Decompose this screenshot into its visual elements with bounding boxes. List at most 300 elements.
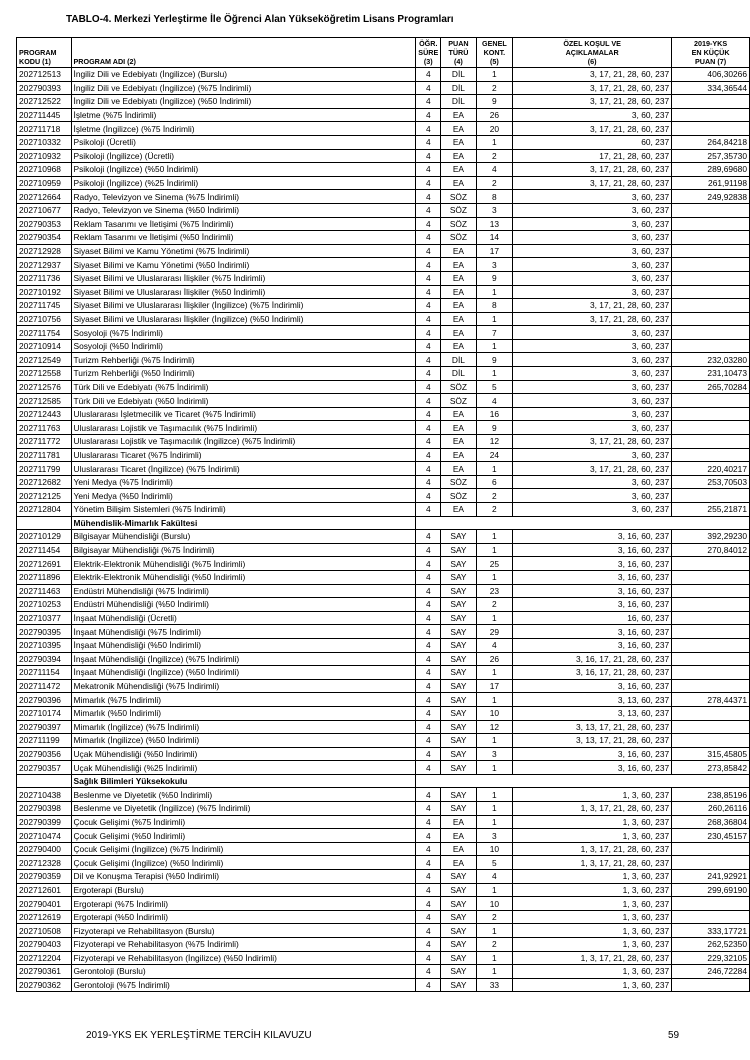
min-score-cell: 230,45157 xyxy=(672,829,750,843)
table-row xyxy=(17,883,750,897)
quota-cell: 1 xyxy=(476,285,513,299)
conditions-cell: 3, 16, 60, 237 xyxy=(513,747,672,761)
duration-cell: 4 xyxy=(416,339,441,353)
min-score-cell: 253,70503 xyxy=(672,475,750,489)
program-name-cell: Uluslararası Lojistik ve Taşımacılık (İngilizce) (%75 İndirimli) xyxy=(71,435,416,449)
conditions-cell: 3, 60, 237 xyxy=(513,203,672,217)
min-score-cell xyxy=(672,122,750,136)
score-type-cell: DİL xyxy=(441,353,476,367)
program-code-cell: 202712204 xyxy=(17,951,72,965)
quota-cell: 1 xyxy=(476,924,513,938)
score-type-cell: SAY xyxy=(441,530,476,544)
quota-cell: 13 xyxy=(476,217,513,231)
min-score-cell xyxy=(672,842,750,856)
program-code-cell: 202710677 xyxy=(17,203,72,217)
score-type-cell: SAY xyxy=(441,543,476,557)
min-score-cell xyxy=(672,978,750,992)
section-empty-cell xyxy=(416,774,750,788)
min-score-cell: 238,85196 xyxy=(672,788,750,802)
program-name-cell: Uluslararası Ticaret (İngilizce) (%75 İndirimli) xyxy=(71,462,416,476)
program-code-cell: 202790354 xyxy=(17,231,72,245)
duration-cell: 4 xyxy=(416,883,441,897)
program-name-cell: İngiliz Dili ve Edebiyatı (İngilizce) (%50 İndirimli) xyxy=(71,95,416,109)
conditions-cell: 3, 60, 237 xyxy=(513,407,672,421)
table-row xyxy=(17,706,750,720)
duration-cell: 4 xyxy=(416,108,441,122)
duration-cell: 4 xyxy=(416,815,441,829)
program-code-cell: 202712928 xyxy=(17,244,72,258)
min-score-cell xyxy=(672,203,750,217)
program-code-cell: 202711772 xyxy=(17,435,72,449)
score-type-cell: EA xyxy=(441,435,476,449)
duration-cell: 4 xyxy=(416,598,441,612)
min-score-cell xyxy=(672,421,750,435)
conditions-cell: 3, 13, 17, 21, 28, 60, 237 xyxy=(513,720,672,734)
conditions-cell: 3, 13, 60, 237 xyxy=(513,706,672,720)
program-name-cell: Sosyoloji (%50 İndirimli) xyxy=(71,339,416,353)
table-row xyxy=(17,435,750,449)
conditions-cell: 3, 16, 60, 237 xyxy=(513,543,672,557)
table-row xyxy=(17,978,750,992)
duration-cell: 4 xyxy=(416,543,441,557)
quota-cell: 8 xyxy=(476,190,513,204)
program-name-cell: Psikoloji (Ücretli) xyxy=(71,135,416,149)
duration-cell: 4 xyxy=(416,625,441,639)
table-row xyxy=(17,584,750,598)
score-type-cell: SÖZ xyxy=(441,190,476,204)
program-name-cell: Çocuk Gelişimi (İngilizce) (%75 İndirimli) xyxy=(71,842,416,856)
duration-cell: 4 xyxy=(416,870,441,884)
program-code-cell: 202790362 xyxy=(17,978,72,992)
conditions-cell: 3, 60, 237 xyxy=(513,258,672,272)
program-name-cell: Reklam Tasarımı ve İletişimi (%75 İndirimli) xyxy=(71,217,416,231)
quota-cell: 1 xyxy=(476,693,513,707)
table-row xyxy=(17,543,750,557)
program-name-cell: Mimarlık (%75 İndirimli) xyxy=(71,693,416,707)
program-name-cell: Siyaset Bilimi ve Kamu Yönetimi (%50 İndirimli) xyxy=(71,258,416,272)
score-type-cell: SAY xyxy=(441,693,476,707)
header-min-score: 2019-YKS EN KÜÇÜK PUAN (7) xyxy=(672,38,750,68)
table-row xyxy=(17,217,750,231)
score-type-cell: EA xyxy=(441,135,476,149)
duration-cell: 4 xyxy=(416,897,441,911)
table-row xyxy=(17,965,750,979)
program-name-cell: Fizyoterapi ve Rehabilitasyon (%75 İndirimli) xyxy=(71,938,416,952)
duration-cell: 4 xyxy=(416,326,441,340)
program-name-cell: İnşaat Mühendisliği (%50 İndirimli) xyxy=(71,638,416,652)
program-code-cell: 202790400 xyxy=(17,842,72,856)
score-type-cell: SAY xyxy=(441,557,476,571)
conditions-cell: 3, 16, 60, 237 xyxy=(513,598,672,612)
program-code-cell: 202710932 xyxy=(17,149,72,163)
table-row xyxy=(17,462,750,476)
table-row xyxy=(17,367,750,381)
score-type-cell: EA xyxy=(441,122,476,136)
score-type-cell: EA xyxy=(441,503,476,517)
table-row xyxy=(17,530,750,544)
quota-cell: 1 xyxy=(476,965,513,979)
score-type-cell: EA xyxy=(441,299,476,313)
table-row xyxy=(17,720,750,734)
program-name-cell: Elektrik-Elektronik Mühendisliği (%75 İndirimli) xyxy=(71,557,416,571)
duration-cell: 4 xyxy=(416,231,441,245)
conditions-cell: 3, 16, 60, 237 xyxy=(513,557,672,571)
table-row xyxy=(17,203,750,217)
program-name-cell: Uçak Mühendisliği (%25 İndirimli) xyxy=(71,761,416,775)
quota-cell: 1 xyxy=(476,802,513,816)
duration-cell: 4 xyxy=(416,965,441,979)
program-name-cell: Elektrik-Elektronik Mühendisliği (%50 İndirimli) xyxy=(71,570,416,584)
score-type-cell: SÖZ xyxy=(441,231,476,245)
min-score-cell: 229,32105 xyxy=(672,951,750,965)
score-type-cell: SÖZ xyxy=(441,217,476,231)
quota-cell: 1 xyxy=(476,570,513,584)
duration-cell: 4 xyxy=(416,149,441,163)
program-code-cell: 202790398 xyxy=(17,802,72,816)
duration-cell: 4 xyxy=(416,95,441,109)
min-score-cell xyxy=(672,312,750,326)
score-type-cell: EA xyxy=(441,856,476,870)
table-row xyxy=(17,625,750,639)
conditions-cell: 3, 60, 237 xyxy=(513,339,672,353)
quota-cell: 4 xyxy=(476,394,513,408)
min-score-cell: 264,84218 xyxy=(672,135,750,149)
min-score-cell: 249,92838 xyxy=(672,190,750,204)
program-name-cell: Endüstri Mühendisliği (%75 İndirimli) xyxy=(71,584,416,598)
min-score-cell: 220,40217 xyxy=(672,462,750,476)
score-type-cell: EA xyxy=(441,842,476,856)
min-score-cell xyxy=(672,435,750,449)
program-name-cell: Mekatronik Mühendisliği (%75 İndirimli) xyxy=(71,679,416,693)
score-type-cell: EA xyxy=(441,176,476,190)
table-row xyxy=(17,475,750,489)
conditions-cell: 3, 60, 237 xyxy=(513,217,672,231)
program-code-cell: 202711199 xyxy=(17,734,72,748)
table-row xyxy=(17,679,750,693)
program-code-cell: 202712585 xyxy=(17,394,72,408)
table-row xyxy=(17,666,750,680)
score-type-cell: SAY xyxy=(441,734,476,748)
program-name-cell: Bilgisayar Mühendisliği (Burslu) xyxy=(71,530,416,544)
program-name-cell: Reklam Tasarımı ve İletişimi (%50 İndirimli) xyxy=(71,231,416,245)
conditions-cell: 3, 60, 237 xyxy=(513,244,672,258)
quota-cell: 5 xyxy=(476,380,513,394)
table-row xyxy=(17,326,750,340)
duration-cell: 4 xyxy=(416,570,441,584)
conditions-cell: 3, 16, 60, 237 xyxy=(513,638,672,652)
conditions-cell: 16, 60, 237 xyxy=(513,611,672,625)
quota-cell: 2 xyxy=(476,149,513,163)
min-score-cell xyxy=(672,489,750,503)
section-title: Mühendislik-Mimarlık Fakültesi xyxy=(71,516,416,530)
quota-cell: 9 xyxy=(476,95,513,109)
program-name-cell: Turizm Rehberliği (%50 İndirimli) xyxy=(71,367,416,381)
program-name-cell: Mimarlık (İngilizce) (%50 İndirimli) xyxy=(71,734,416,748)
duration-cell: 4 xyxy=(416,271,441,285)
min-score-cell xyxy=(672,448,750,462)
program-code-cell: 202711154 xyxy=(17,666,72,680)
score-type-cell: SAY xyxy=(441,924,476,938)
program-name-cell: Siyaset Bilimi ve Uluslararası İlişkiler (İngilizce) (%50 İndirimli) xyxy=(71,312,416,326)
program-code-cell: 202711896 xyxy=(17,570,72,584)
table-row xyxy=(17,122,750,136)
table-row xyxy=(17,339,750,353)
min-score-cell xyxy=(672,339,750,353)
program-code-cell: 202710129 xyxy=(17,530,72,544)
header-score-type: PUAN TÜRÜ (4) xyxy=(441,38,476,68)
min-score-cell xyxy=(672,666,750,680)
table-row xyxy=(17,108,750,122)
score-type-cell: SAY xyxy=(441,897,476,911)
program-name-cell: İngiliz Dili ve Edebiyatı (İngilizce) (%75 İndirimli) xyxy=(71,81,416,95)
quota-cell: 17 xyxy=(476,244,513,258)
min-score-cell xyxy=(672,679,750,693)
score-type-cell: EA xyxy=(441,448,476,462)
conditions-cell: 1, 3, 17, 21, 28, 60, 237 xyxy=(513,856,672,870)
conditions-cell: 3, 17, 21, 28, 60, 237 xyxy=(513,462,672,476)
program-code-cell: 202710332 xyxy=(17,135,72,149)
min-score-cell xyxy=(672,95,750,109)
quota-cell: 29 xyxy=(476,625,513,639)
program-code-cell: 202790401 xyxy=(17,897,72,911)
min-score-cell: 261,91198 xyxy=(672,176,750,190)
program-name-cell: Çocuk Gelişimi (İngilizce) (%50 İndirimli) xyxy=(71,856,416,870)
min-score-cell xyxy=(672,299,750,313)
conditions-cell: 3, 17, 21, 28, 60, 237 xyxy=(513,176,672,190)
min-score-cell: 268,36804 xyxy=(672,815,750,829)
program-name-cell: Ergoterapi (%50 İndirimli) xyxy=(71,910,416,924)
program-name-cell: Bilgisayar Mühendisliği (%75 İndirimli) xyxy=(71,543,416,557)
quota-cell: 1 xyxy=(476,761,513,775)
program-code-cell: 202710968 xyxy=(17,163,72,177)
program-code-cell: 202710377 xyxy=(17,611,72,625)
duration-cell: 4 xyxy=(416,924,441,938)
duration-cell: 4 xyxy=(416,448,441,462)
score-type-cell: SAY xyxy=(441,706,476,720)
quota-cell: 24 xyxy=(476,448,513,462)
min-score-cell xyxy=(672,326,750,340)
conditions-cell: 3, 17, 21, 28, 60, 237 xyxy=(513,299,672,313)
program-name-cell: Siyaset Bilimi ve Uluslararası İlişkiler (%50 İndirimli) xyxy=(71,285,416,299)
conditions-cell: 3, 13, 60, 237 xyxy=(513,693,672,707)
program-code-cell: 202712937 xyxy=(17,258,72,272)
conditions-cell: 1, 3, 60, 237 xyxy=(513,897,672,911)
min-score-cell xyxy=(672,231,750,245)
table-row xyxy=(17,380,750,394)
table-row xyxy=(17,421,750,435)
min-score-cell xyxy=(672,258,750,272)
program-name-cell: Radyo, Televizyon ve Sinema (%75 İndirimli) xyxy=(71,190,416,204)
program-code-cell: 202790357 xyxy=(17,761,72,775)
quota-cell: 17 xyxy=(476,679,513,693)
min-score-cell: 392,29230 xyxy=(672,530,750,544)
conditions-cell: 3, 16, 17, 21, 28, 60, 237 xyxy=(513,666,672,680)
program-name-cell: Ergoterapi (%75 İndirimli) xyxy=(71,897,416,911)
quota-cell: 2 xyxy=(476,910,513,924)
score-type-cell: EA xyxy=(441,326,476,340)
program-name-cell: İnşaat Mühendisliği (Ücretli) xyxy=(71,611,416,625)
conditions-cell: 1, 3, 60, 237 xyxy=(513,938,672,952)
min-score-cell xyxy=(672,611,750,625)
program-code-cell: 202710174 xyxy=(17,706,72,720)
duration-cell: 4 xyxy=(416,734,441,748)
quota-cell: 1 xyxy=(476,611,513,625)
score-type-cell: EA xyxy=(441,258,476,272)
quota-cell: 2 xyxy=(476,81,513,95)
score-type-cell: EA xyxy=(441,421,476,435)
program-name-cell: Uluslararası Lojistik ve Taşımacılık (%75 İndirimli) xyxy=(71,421,416,435)
quota-cell: 10 xyxy=(476,897,513,911)
program-name-cell: Sosyoloji (%75 İndirimli) xyxy=(71,326,416,340)
score-type-cell: SAY xyxy=(441,652,476,666)
table-row xyxy=(17,856,750,870)
program-code-cell: 202712558 xyxy=(17,367,72,381)
program-code-cell: 202712443 xyxy=(17,407,72,421)
table-row xyxy=(17,81,750,95)
table-row xyxy=(17,611,750,625)
table-row xyxy=(17,503,750,517)
quota-cell: 3 xyxy=(476,747,513,761)
conditions-cell: 1, 3, 60, 237 xyxy=(513,965,672,979)
program-name-cell: Türk Dili ve Edebiyatı (%75 İndirimli) xyxy=(71,380,416,394)
quota-cell: 2 xyxy=(476,176,513,190)
program-name-cell: Yeni Medya (%75 İndirimli) xyxy=(71,475,416,489)
footer-guide-title: 2019-YKS EK YERLEŞTİRME TERCİH KILAVUZU xyxy=(86,1030,312,1041)
section-empty-cell xyxy=(17,516,72,530)
score-type-cell: SAY xyxy=(441,761,476,775)
table-row xyxy=(17,788,750,802)
program-name-cell: Türk Dili ve Edebiyatı (%50 İndirimli) xyxy=(71,394,416,408)
conditions-cell: 3, 60, 237 xyxy=(513,489,672,503)
table-row xyxy=(17,761,750,775)
quota-cell: 1 xyxy=(476,530,513,544)
program-name-cell: Psikoloji (İngilizce) (Ücretli) xyxy=(71,149,416,163)
program-code-cell: 202790359 xyxy=(17,870,72,884)
duration-cell: 4 xyxy=(416,530,441,544)
min-score-cell: 333,17721 xyxy=(672,924,750,938)
score-type-cell: DİL xyxy=(441,81,476,95)
table-row xyxy=(17,448,750,462)
quota-cell: 9 xyxy=(476,421,513,435)
min-score-cell xyxy=(672,271,750,285)
conditions-cell: 3, 60, 237 xyxy=(513,475,672,489)
duration-cell: 4 xyxy=(416,380,441,394)
score-type-cell: SAY xyxy=(441,598,476,612)
quota-cell: 9 xyxy=(476,271,513,285)
duration-cell: 4 xyxy=(416,285,441,299)
score-type-cell: EA xyxy=(441,271,476,285)
duration-cell: 4 xyxy=(416,462,441,476)
duration-cell: 4 xyxy=(416,747,441,761)
conditions-cell: 17, 21, 28, 60, 237 xyxy=(513,149,672,163)
program-code-cell: 202710914 xyxy=(17,339,72,353)
program-name-cell: Çocuk Gelişimi (%75 İndirimli) xyxy=(71,815,416,829)
duration-cell: 4 xyxy=(416,135,441,149)
program-code-cell: 202710438 xyxy=(17,788,72,802)
quota-cell: 1 xyxy=(476,312,513,326)
duration-cell: 4 xyxy=(416,679,441,693)
table-row xyxy=(17,312,750,326)
duration-cell: 4 xyxy=(416,435,441,449)
program-code-cell: 202710959 xyxy=(17,176,72,190)
conditions-cell: 1, 3, 17, 21, 28, 60, 237 xyxy=(513,802,672,816)
conditions-cell: 3, 13, 17, 21, 28, 60, 237 xyxy=(513,734,672,748)
conditions-cell: 1, 3, 17, 21, 28, 60, 237 xyxy=(513,951,672,965)
duration-cell: 4 xyxy=(416,299,441,313)
score-type-cell: SAY xyxy=(441,910,476,924)
conditions-cell: 3, 17, 21, 28, 60, 237 xyxy=(513,312,672,326)
program-name-cell: Çocuk Gelişimi (%50 İndirimli) xyxy=(71,829,416,843)
conditions-cell: 1, 3, 17, 21, 28, 60, 237 xyxy=(513,842,672,856)
section-row xyxy=(17,774,750,788)
quota-cell: 2 xyxy=(476,598,513,612)
min-score-cell: 241,92921 xyxy=(672,870,750,884)
duration-cell: 4 xyxy=(416,788,441,802)
table-row xyxy=(17,244,750,258)
table-row xyxy=(17,557,750,571)
conditions-cell: 3, 16, 60, 237 xyxy=(513,625,672,639)
conditions-cell: 1, 3, 60, 237 xyxy=(513,815,672,829)
duration-cell: 4 xyxy=(416,584,441,598)
conditions-cell: 3, 60, 237 xyxy=(513,231,672,245)
duration-cell: 4 xyxy=(416,951,441,965)
program-name-cell: Psikoloji (İngilizce) (%50 İndirimli) xyxy=(71,163,416,177)
duration-cell: 4 xyxy=(416,706,441,720)
page-number: 59 xyxy=(668,1030,680,1041)
duration-cell: 4 xyxy=(416,244,441,258)
score-type-cell: SAY xyxy=(441,951,476,965)
min-score-cell xyxy=(672,108,750,122)
quota-cell: 1 xyxy=(476,68,513,82)
duration-cell: 4 xyxy=(416,693,441,707)
score-type-cell: SAY xyxy=(441,584,476,598)
quota-cell: 4 xyxy=(476,163,513,177)
table-row xyxy=(17,95,750,109)
program-code-cell: 202711463 xyxy=(17,584,72,598)
score-type-cell: SAY xyxy=(441,625,476,639)
score-type-cell: SAY xyxy=(441,965,476,979)
min-score-cell xyxy=(672,394,750,408)
conditions-cell: 3, 17, 21, 28, 60, 237 xyxy=(513,122,672,136)
program-code-cell: 202712125 xyxy=(17,489,72,503)
quota-cell: 4 xyxy=(476,870,513,884)
program-code-cell: 202712549 xyxy=(17,353,72,367)
table-row xyxy=(17,598,750,612)
conditions-cell: 3, 16, 60, 237 xyxy=(513,679,672,693)
program-code-cell: 202790403 xyxy=(17,938,72,952)
duration-cell: 4 xyxy=(416,217,441,231)
duration-cell: 4 xyxy=(416,367,441,381)
duration-cell: 4 xyxy=(416,407,441,421)
quota-cell: 1 xyxy=(476,666,513,680)
program-code-cell: 202712664 xyxy=(17,190,72,204)
program-name-cell: Gerontoloji (Burslu) xyxy=(71,965,416,979)
program-name-cell: Siyaset Bilimi ve Uluslararası İlişkiler (%75 İndirimli) xyxy=(71,271,416,285)
program-code-cell: 202712691 xyxy=(17,557,72,571)
program-code-cell: 202712513 xyxy=(17,68,72,82)
min-score-cell: 273,85842 xyxy=(672,761,750,775)
quota-cell: 3 xyxy=(476,203,513,217)
score-type-cell: SÖZ xyxy=(441,475,476,489)
table-row xyxy=(17,258,750,272)
conditions-cell: 3, 60, 237 xyxy=(513,448,672,462)
duration-cell: 4 xyxy=(416,203,441,217)
score-type-cell: SAY xyxy=(441,870,476,884)
program-code-cell: 202711781 xyxy=(17,448,72,462)
program-name-cell: Siyaset Bilimi ve Uluslararası İlişkiler (İngilizce) (%75 İndirimli) xyxy=(71,299,416,313)
duration-cell: 4 xyxy=(416,829,441,843)
quota-cell: 6 xyxy=(476,475,513,489)
